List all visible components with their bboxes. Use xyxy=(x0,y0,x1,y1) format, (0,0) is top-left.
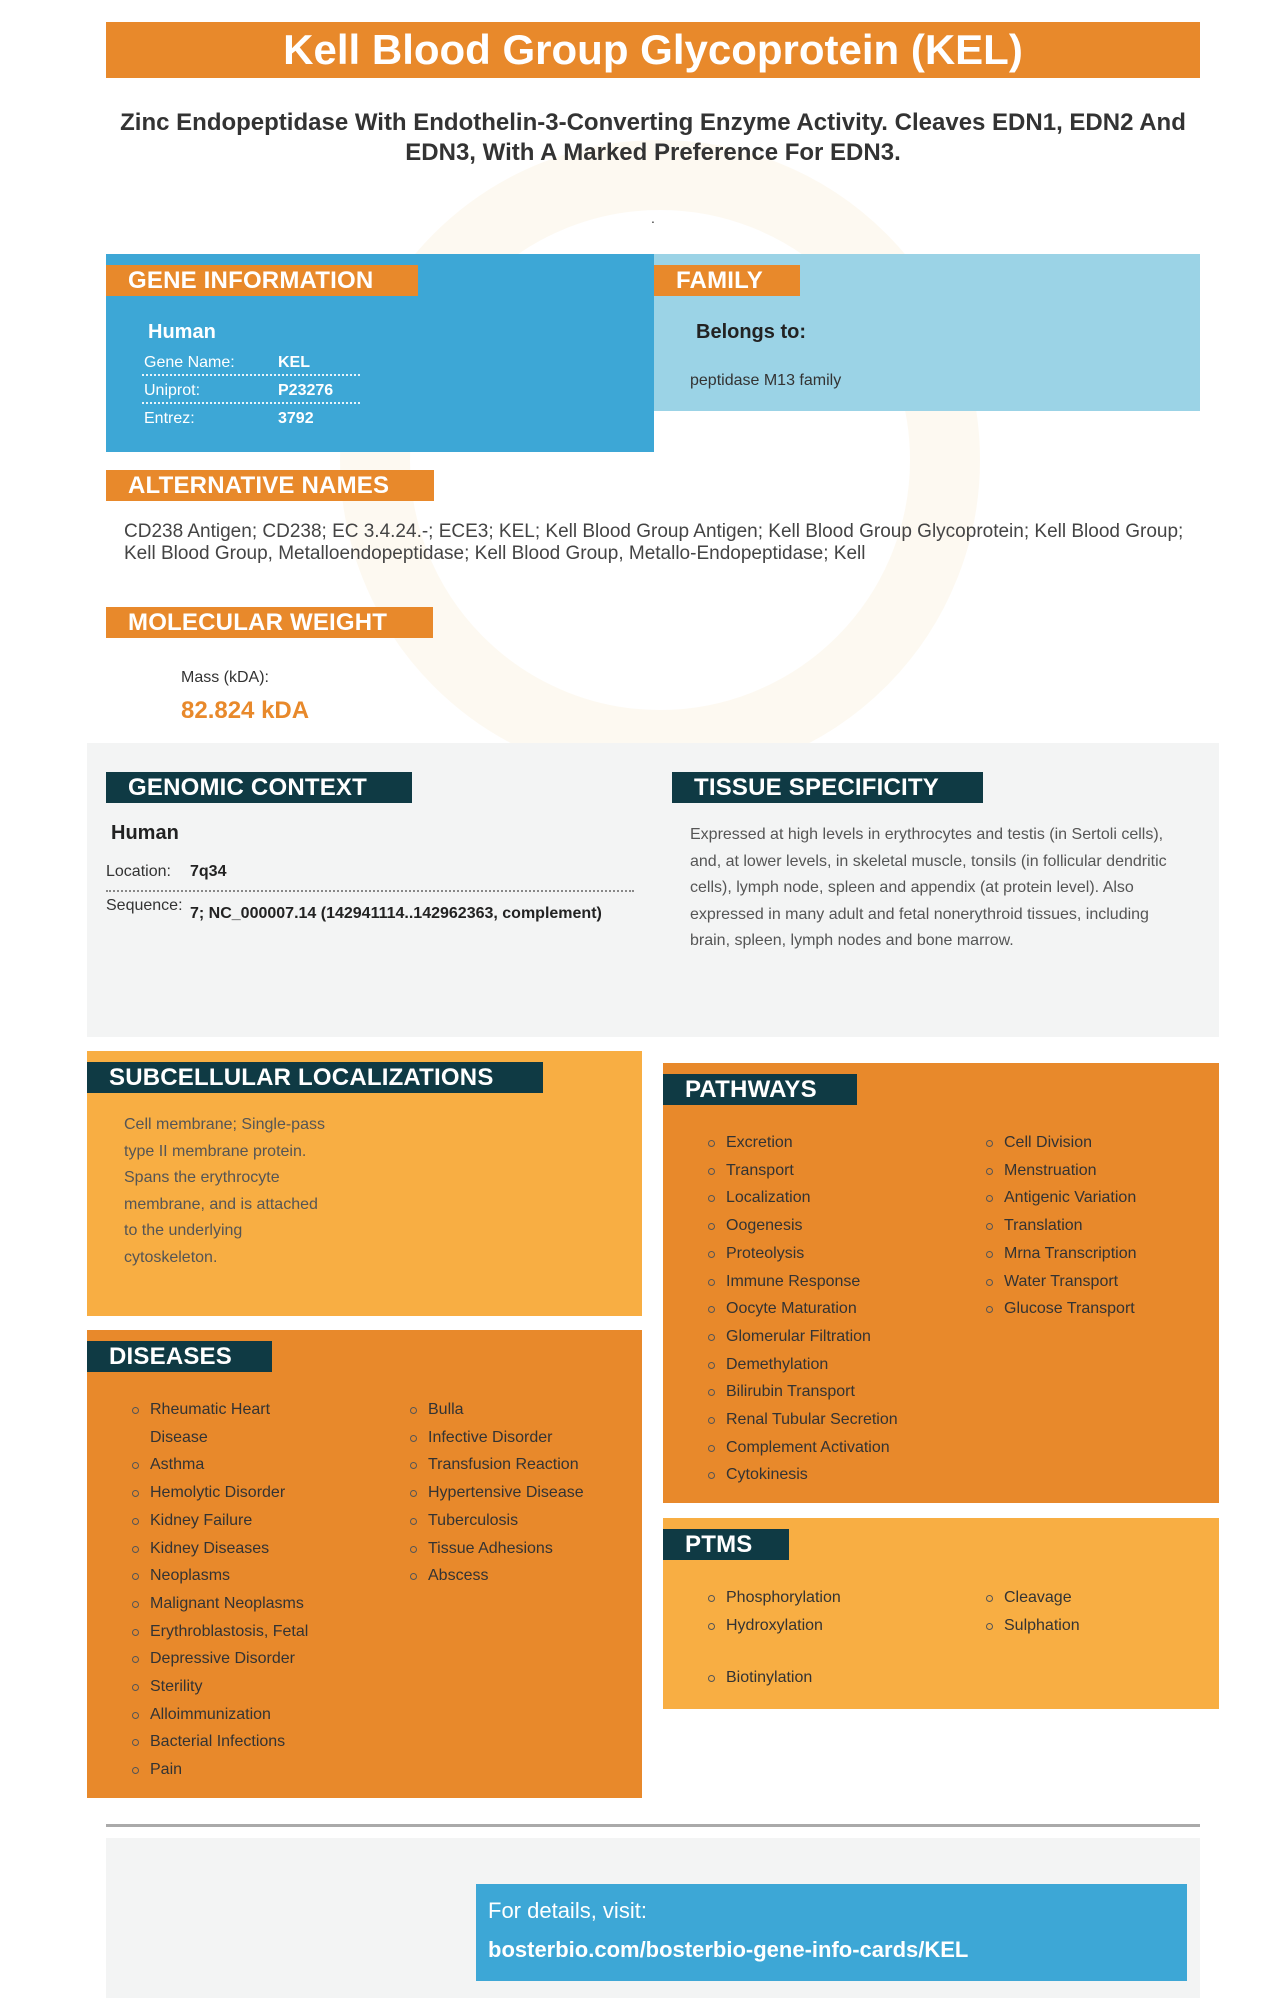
list-item: Erythroblastosis, Fetal xyxy=(128,1618,318,1646)
list-item: Kidney Failure xyxy=(128,1507,318,1535)
mass-value: 82.824 kDA xyxy=(181,697,310,724)
uniprot-label: Uniprot: xyxy=(144,382,201,399)
list-item: Transport xyxy=(704,1157,964,1185)
list-item: Biotinylation xyxy=(704,1664,924,1692)
list-item: Malignant Neoplasms xyxy=(128,1590,318,1618)
subcellular-text: Cell membrane; Single-pass type II membrane protein. Spans the erythrocyte membrane, and is attached to the underlying cytoskeleton. xyxy=(124,1116,325,1266)
list-item: Cell Division xyxy=(982,1129,1202,1157)
details-link-box[interactable] xyxy=(476,1884,1187,1981)
details-label: For details, visit: xyxy=(488,1898,647,1923)
pathways-heading: PATHWAYS xyxy=(663,1074,857,1105)
tissue-specificity-text: Expressed at high levels in erythrocytes and testis (in Sertoli cells), and, at lower levels, in skeletal muscle, tonsils (in follicular dendritic cells), lymph node, spleen and appendix (at protein level). Also expressed in many adult and fetal nonerythroid tissues, including brain, spleen, lymph nodes and bone marrow. xyxy=(690,826,1167,949)
ptms-heading: PTMS xyxy=(663,1529,789,1560)
mass-label: Mass (kDA): xyxy=(181,669,269,686)
list-item: Kidney Diseases xyxy=(128,1535,318,1563)
list-item: Bilirubin Transport xyxy=(704,1378,964,1406)
list-item: Complement Activation xyxy=(704,1434,964,1462)
entrez-label: Entrez: xyxy=(144,410,195,427)
family-heading: FAMILY xyxy=(654,265,800,296)
list-item: Oocyte Maturation xyxy=(704,1295,964,1323)
entrez-value: 3792 xyxy=(278,410,314,427)
list-item: Mrna Transcription xyxy=(982,1240,1202,1268)
list-item: Proteolysis xyxy=(704,1240,964,1268)
alternative-names-heading: ALTERNATIVE NAMES xyxy=(106,470,434,501)
list-item: Translation xyxy=(982,1212,1202,1240)
list-item: Pain xyxy=(128,1756,318,1784)
list-item: Rheumatic Heart Disease xyxy=(128,1396,318,1451)
list-item: Sulphation xyxy=(982,1612,1202,1640)
list-item: Hydroxylation xyxy=(704,1612,924,1640)
list-item: Demethylation xyxy=(704,1351,964,1379)
list-item: Asthma xyxy=(128,1451,318,1479)
list-item: Phosphorylation xyxy=(704,1584,924,1612)
list-item: Glomerular Filtration xyxy=(704,1323,964,1351)
gene-information-heading: GENE INFORMATION xyxy=(106,265,418,296)
gene-name-label: Gene Name: xyxy=(144,354,235,371)
list-item: Transfusion Reaction xyxy=(406,1451,626,1479)
list-item: Renal Tubular Secretion xyxy=(704,1406,964,1434)
family-value: peptidase M13 family xyxy=(690,372,842,389)
list-item: Localization xyxy=(704,1184,964,1212)
ptms-list-2 xyxy=(982,1584,1202,1639)
background-watermark-logo xyxy=(340,140,980,780)
ptms-list-1 xyxy=(704,1584,924,1639)
list-item: Water Transport xyxy=(982,1268,1202,1296)
list-item: Hypertensive Disease xyxy=(406,1479,626,1507)
list-item: Glucose Transport xyxy=(982,1295,1202,1323)
gene-name-row xyxy=(142,349,360,376)
diseases-list-1 xyxy=(128,1396,318,1784)
list-item: Sterility xyxy=(128,1673,318,1701)
list-item: Cleavage xyxy=(982,1584,1202,1612)
gene-name-value: KEL xyxy=(278,354,310,371)
details-url-link[interactable]: bosterbio.com/bosterbio-gene-info-cards/KEL xyxy=(488,1937,969,1962)
list-item: Excretion xyxy=(704,1129,964,1157)
sequence-value: 7; NC_000007.14 (142941114..142962363, complement) xyxy=(190,905,602,922)
sequence-label: Sequence: xyxy=(106,897,183,914)
list-item: Depressive Disorder xyxy=(128,1645,318,1673)
list-item: Oogenesis xyxy=(704,1212,964,1240)
list-item: Bulla xyxy=(406,1396,626,1424)
pathways-list-1 xyxy=(704,1129,964,1489)
list-item: Immune Response xyxy=(704,1268,964,1296)
list-item: Hemolytic Disorder xyxy=(128,1479,318,1507)
list-item: Abscess xyxy=(406,1562,626,1590)
genomic-species: Human xyxy=(111,822,179,844)
footer-divider xyxy=(106,1824,1200,1827)
list-item: Tuberculosis xyxy=(406,1507,626,1535)
list-item: Cytokinesis xyxy=(704,1461,964,1489)
belongs-to-label: Belongs to: xyxy=(696,321,806,343)
gene-species: Human xyxy=(148,321,216,343)
diseases-list-2 xyxy=(406,1396,626,1590)
list-item: Antigenic Variation xyxy=(982,1184,1202,1212)
uniprot-row xyxy=(142,377,360,404)
diseases-heading: DISEASES xyxy=(87,1341,272,1372)
pathways-list-2 xyxy=(982,1129,1202,1323)
molecular-weight-heading: MOLECULAR WEIGHT xyxy=(106,607,433,638)
alternative-names-text: CD238 Antigen; CD238; EC 3.4.24.-; ECE3; KEL; Kell Blood Group Antigen; Kell Blood Group Glycoprotein; Kell Blood Group; Kell Blood Group, Metalloendopeptidase; Kell Blood Group, Metallo-Endopeptidase; Kell xyxy=(124,521,1184,564)
subcellular-heading: SUBCELLULAR LOCALIZATIONS xyxy=(87,1062,543,1093)
location-row xyxy=(106,861,634,892)
list-item: Tissue Adhesions xyxy=(406,1535,626,1563)
separator-dot: . xyxy=(651,210,655,226)
list-item: Menstruation xyxy=(982,1157,1202,1185)
list-item: Bacterial Infections xyxy=(128,1728,318,1756)
genomic-context-heading: GENOMIC CONTEXT xyxy=(106,772,412,803)
page-title: Kell Blood Group Glycoprotein (KEL) xyxy=(106,22,1200,78)
location-value: 7q34 xyxy=(190,863,227,880)
list-item: Neoplasms xyxy=(128,1562,318,1590)
page-subtitle: Zinc Endopeptidase With Endothelin-3-Converting Enzyme Activity. Cleaves EDN1, EDN2 And EDN3, With A Marked Preference For EDN3. xyxy=(120,109,1186,166)
list-item: Infective Disorder xyxy=(406,1424,626,1452)
tissue-specificity-heading: TISSUE SPECIFICITY xyxy=(672,772,983,803)
list-item: Alloimmunization xyxy=(128,1701,318,1729)
location-label: Location: xyxy=(106,863,171,880)
ptms-list-3 xyxy=(704,1664,924,1692)
entrez-row xyxy=(142,405,360,432)
uniprot-value: P23276 xyxy=(278,382,334,399)
